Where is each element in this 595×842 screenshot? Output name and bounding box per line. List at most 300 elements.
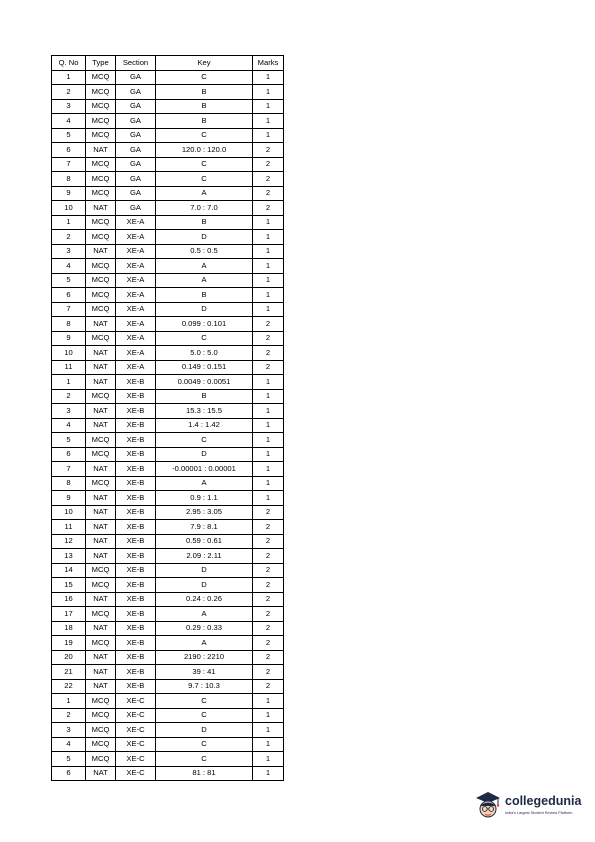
table-row [52,186,284,201]
cell-qno: 2 [52,85,86,100]
cell-type: MCQ [86,128,116,143]
table-row [52,331,284,346]
cell-section: XE-B [116,505,156,520]
cell-marks: 1 [253,766,284,781]
table-row [52,607,284,622]
cell-qno: 6 [52,447,86,462]
cell-marks: 1 [253,99,284,114]
cell-section: XE-A [116,288,156,303]
cell-marks: 1 [253,259,284,274]
cell-qno: 17 [52,607,86,622]
cell-type: NAT [86,520,116,535]
cell-type: NAT [86,404,116,419]
cell-section: XE-B [116,636,156,651]
cell-marks: 1 [253,447,284,462]
cell-qno: 8 [52,317,86,332]
cell-qno: 3 [52,244,86,259]
logo-wordmark: collegedunia [505,794,582,808]
table-row [52,346,284,361]
cell-marks: 1 [253,85,284,100]
table-row [52,389,284,404]
cell-key: D [156,563,253,578]
cell-key: -0.00001 : 0.00001 [156,462,253,477]
cell-marks: 1 [253,244,284,259]
cell-marks: 1 [253,389,284,404]
cell-section: XE-B [116,607,156,622]
cell-key: 7.0 : 7.0 [156,201,253,216]
cell-key: D [156,230,253,245]
header-key: Key [156,56,253,71]
cell-type: NAT [86,592,116,607]
cell-qno: 16 [52,592,86,607]
cell-key: 0.5 : 0.5 [156,244,253,259]
table-row [52,665,284,680]
cell-marks: 2 [253,534,284,549]
cell-type: NAT [86,766,116,781]
cell-type: MCQ [86,259,116,274]
cell-key: C [156,433,253,448]
cell-qno: 5 [52,273,86,288]
cell-qno: 10 [52,201,86,216]
table-header-row [52,56,284,71]
cell-key: D [156,723,253,738]
cell-qno: 4 [52,259,86,274]
cell-qno: 4 [52,418,86,433]
cell-key: 0.099 : 0.101 [156,317,253,332]
cell-section: XE-B [116,491,156,506]
cell-key: 2190 : 2210 [156,650,253,665]
cell-qno: 3 [52,723,86,738]
cell-marks: 2 [253,679,284,694]
cell-marks: 2 [253,650,284,665]
cell-marks: 2 [253,520,284,535]
table-row [52,737,284,752]
cell-key: 0.9 : 1.1 [156,491,253,506]
cell-key: A [156,273,253,288]
cell-type: MCQ [86,186,116,201]
cell-qno: 20 [52,650,86,665]
cell-key: C [156,694,253,709]
cell-key: 7.9 : 8.1 [156,520,253,535]
cell-type: MCQ [86,215,116,230]
cell-section: GA [116,85,156,100]
cell-marks: 2 [253,201,284,216]
cell-key: D [156,302,253,317]
cell-key: C [156,708,253,723]
table-row [52,404,284,419]
cell-marks: 1 [253,375,284,390]
table-row [52,143,284,158]
cell-type: MCQ [86,708,116,723]
cell-qno: 4 [52,114,86,129]
cell-type: MCQ [86,331,116,346]
table-row [52,766,284,781]
cell-type: MCQ [86,723,116,738]
cell-section: XE-B [116,578,156,593]
cell-key: 9.7 : 10.3 [156,679,253,694]
table-row [52,172,284,187]
cell-section: XE-A [116,230,156,245]
cell-marks: 1 [253,114,284,129]
table-row [52,534,284,549]
cell-key: B [156,99,253,114]
cell-marks: 2 [253,186,284,201]
cell-section: GA [116,70,156,85]
cell-type: NAT [86,549,116,564]
table-row [52,549,284,564]
cell-key: C [156,157,253,172]
table-row [52,128,284,143]
cell-type: MCQ [86,694,116,709]
cell-type: NAT [86,462,116,477]
cell-qno: 2 [52,708,86,723]
cell-type: MCQ [86,607,116,622]
cell-qno: 9 [52,186,86,201]
cell-section: XE-A [116,273,156,288]
cell-type: NAT [86,143,116,158]
cell-key: 0.29 : 0.33 [156,621,253,636]
cell-marks: 2 [253,505,284,520]
cell-key: D [156,447,253,462]
cell-marks: 2 [253,157,284,172]
graduate-mascot-icon [474,790,502,820]
cell-type: MCQ [86,288,116,303]
cell-key: 5.0 : 5.0 [156,346,253,361]
cell-marks: 1 [253,708,284,723]
cell-qno: 1 [52,215,86,230]
table-row [52,694,284,709]
cell-type: NAT [86,505,116,520]
cell-section: XE-B [116,433,156,448]
cell-marks: 2 [253,360,284,375]
cell-type: NAT [86,418,116,433]
table-row [52,244,284,259]
cell-key: 0.59 : 0.61 [156,534,253,549]
cell-type: NAT [86,201,116,216]
cell-key: C [156,737,253,752]
cell-section: XE-B [116,447,156,462]
cell-type: MCQ [86,172,116,187]
cell-qno: 5 [52,752,86,767]
table-row [52,476,284,491]
cell-marks: 1 [253,128,284,143]
cell-key: C [156,331,253,346]
answer-key-table [51,55,284,781]
cell-qno: 6 [52,766,86,781]
cell-key: A [156,259,253,274]
cell-section: XE-B [116,476,156,491]
cell-key: C [156,70,253,85]
table-row [52,230,284,245]
cell-type: MCQ [86,114,116,129]
cell-marks: 1 [253,433,284,448]
table-row [52,70,284,85]
cell-type: NAT [86,491,116,506]
cell-qno: 1 [52,70,86,85]
cell-section: GA [116,201,156,216]
cell-type: NAT [86,650,116,665]
cell-type: MCQ [86,447,116,462]
cell-qno: 18 [52,621,86,636]
table-row [52,259,284,274]
cell-qno: 2 [52,389,86,404]
table-row [52,99,284,114]
cell-qno: 9 [52,491,86,506]
cell-type: NAT [86,317,116,332]
table-row [52,317,284,332]
cell-section: XE-B [116,462,156,477]
cell-section: XE-B [116,563,156,578]
cell-section: XE-B [116,621,156,636]
cell-type: MCQ [86,99,116,114]
table-row [52,85,284,100]
cell-section: XE-A [116,317,156,332]
cell-section: XE-A [116,331,156,346]
cell-qno: 1 [52,694,86,709]
cell-key: 81 : 81 [156,766,253,781]
cell-type: MCQ [86,737,116,752]
table-row [52,418,284,433]
cell-qno: 2 [52,230,86,245]
cell-marks: 2 [253,331,284,346]
cell-section: GA [116,128,156,143]
table-body [52,70,284,781]
cell-section: XE-C [116,694,156,709]
cell-type: NAT [86,679,116,694]
cell-qno: 11 [52,520,86,535]
cell-key: 15.3 : 15.5 [156,404,253,419]
cell-qno: 7 [52,157,86,172]
cell-marks: 1 [253,70,284,85]
header-marks: Marks [253,56,284,71]
cell-key: 2.09 : 2.11 [156,549,253,564]
cell-key: B [156,215,253,230]
cell-section: GA [116,114,156,129]
cell-section: XE-A [116,346,156,361]
cell-type: MCQ [86,389,116,404]
table-row [52,563,284,578]
cell-key: D [156,578,253,593]
cell-marks: 2 [253,665,284,680]
cell-type: MCQ [86,230,116,245]
cell-section: XE-A [116,215,156,230]
cell-type: MCQ [86,302,116,317]
cell-section: GA [116,186,156,201]
logo-tagline: India's Largest Student Review Platform [505,811,573,815]
cell-key: B [156,114,253,129]
cell-marks: 2 [253,607,284,622]
cell-qno: 11 [52,360,86,375]
table-row [52,433,284,448]
cell-section: XE-B [116,375,156,390]
cell-marks: 1 [253,752,284,767]
table-row [52,752,284,767]
cell-qno: 12 [52,534,86,549]
cell-section: XE-A [116,244,156,259]
table-row [52,215,284,230]
cell-section: XE-C [116,723,156,738]
cell-qno: 10 [52,346,86,361]
cell-marks: 1 [253,288,284,303]
table-row [52,447,284,462]
cell-key: A [156,607,253,622]
cell-qno: 22 [52,679,86,694]
cell-qno: 15 [52,578,86,593]
cell-type: NAT [86,244,116,259]
cell-section: XE-B [116,679,156,694]
cell-marks: 1 [253,737,284,752]
table-row [52,375,284,390]
table-row [52,201,284,216]
cell-section: XE-B [116,534,156,549]
cell-qno: 19 [52,636,86,651]
cell-qno: 7 [52,462,86,477]
cell-marks: 2 [253,143,284,158]
cell-qno: 3 [52,404,86,419]
cell-section: XE-C [116,766,156,781]
cell-marks: 1 [253,418,284,433]
cell-type: MCQ [86,476,116,491]
cell-key: 0.149 : 0.151 [156,360,253,375]
cell-marks: 2 [253,317,284,332]
table-row [52,708,284,723]
cell-qno: 5 [52,433,86,448]
cell-key: B [156,85,253,100]
table-row [52,636,284,651]
header-type: Type [86,56,116,71]
cell-marks: 1 [253,230,284,245]
cell-type: NAT [86,360,116,375]
cell-marks: 2 [253,549,284,564]
cell-section: XE-C [116,752,156,767]
cell-type: MCQ [86,563,116,578]
cell-type: MCQ [86,70,116,85]
cell-marks: 1 [253,723,284,738]
cell-type: NAT [86,346,116,361]
cell-key: 39 : 41 [156,665,253,680]
cell-type: NAT [86,665,116,680]
cell-key: C [156,172,253,187]
cell-section: XE-B [116,549,156,564]
table-row [52,650,284,665]
cell-marks: 2 [253,592,284,607]
cell-qno: 3 [52,99,86,114]
cell-key: B [156,288,253,303]
cell-key: 0.24 : 0.26 [156,592,253,607]
cell-key: A [156,636,253,651]
cell-qno: 21 [52,665,86,680]
cell-type: MCQ [86,273,116,288]
table-row [52,273,284,288]
cell-section: GA [116,157,156,172]
cell-type: MCQ [86,752,116,767]
cell-marks: 1 [253,404,284,419]
cell-section: XE-B [116,650,156,665]
cell-section: XE-B [116,389,156,404]
cell-qno: 9 [52,331,86,346]
cell-marks: 2 [253,346,284,361]
table-row [52,157,284,172]
cell-marks: 1 [253,476,284,491]
cell-section: XE-A [116,302,156,317]
cell-section: XE-C [116,708,156,723]
table-row [52,505,284,520]
table-row [52,723,284,738]
cell-marks: 1 [253,694,284,709]
cell-marks: 2 [253,563,284,578]
header-section: Section [116,56,156,71]
cell-qno: 8 [52,172,86,187]
table-row [52,621,284,636]
cell-section: GA [116,172,156,187]
cell-qno: 1 [52,375,86,390]
cell-section: XE-B [116,418,156,433]
table-row [52,578,284,593]
cell-type: NAT [86,534,116,549]
cell-marks: 1 [253,491,284,506]
cell-key: B [156,389,253,404]
cell-type: MCQ [86,578,116,593]
table-row [52,592,284,607]
cell-section: XE-B [116,592,156,607]
cell-key: 2.95 : 3.05 [156,505,253,520]
cell-marks: 2 [253,578,284,593]
cell-section: GA [116,99,156,114]
cell-marks: 2 [253,636,284,651]
cell-key: 1.4 : 1.42 [156,418,253,433]
cell-marks: 1 [253,302,284,317]
cell-type: MCQ [86,433,116,448]
table-row [52,520,284,535]
cell-section: XE-B [116,520,156,535]
cell-key: A [156,476,253,491]
cell-marks: 2 [253,621,284,636]
header-qno: Q. No [52,56,86,71]
table-row [52,491,284,506]
cell-qno: 6 [52,288,86,303]
cell-section: XE-B [116,665,156,680]
table-row [52,302,284,317]
cell-type: NAT [86,375,116,390]
cell-qno: 14 [52,563,86,578]
cell-marks: 2 [253,172,284,187]
cell-key: C [156,128,253,143]
table-row [52,288,284,303]
cell-key: C [156,752,253,767]
cell-qno: 5 [52,128,86,143]
cell-marks: 1 [253,462,284,477]
cell-qno: 7 [52,302,86,317]
cell-type: MCQ [86,85,116,100]
collegedunia-logo [474,788,586,824]
table-row [52,679,284,694]
cell-qno: 4 [52,737,86,752]
cell-qno: 8 [52,476,86,491]
cell-marks: 1 [253,273,284,288]
cell-section: XE-B [116,404,156,419]
cell-section: GA [116,143,156,158]
cell-key: 0.0049 : 0.0051 [156,375,253,390]
cell-marks: 1 [253,215,284,230]
cell-qno: 10 [52,505,86,520]
cell-type: MCQ [86,157,116,172]
cell-key: A [156,186,253,201]
cell-type: NAT [86,621,116,636]
cell-qno: 13 [52,549,86,564]
table-row [52,360,284,375]
cell-type: MCQ [86,636,116,651]
cell-qno: 6 [52,143,86,158]
